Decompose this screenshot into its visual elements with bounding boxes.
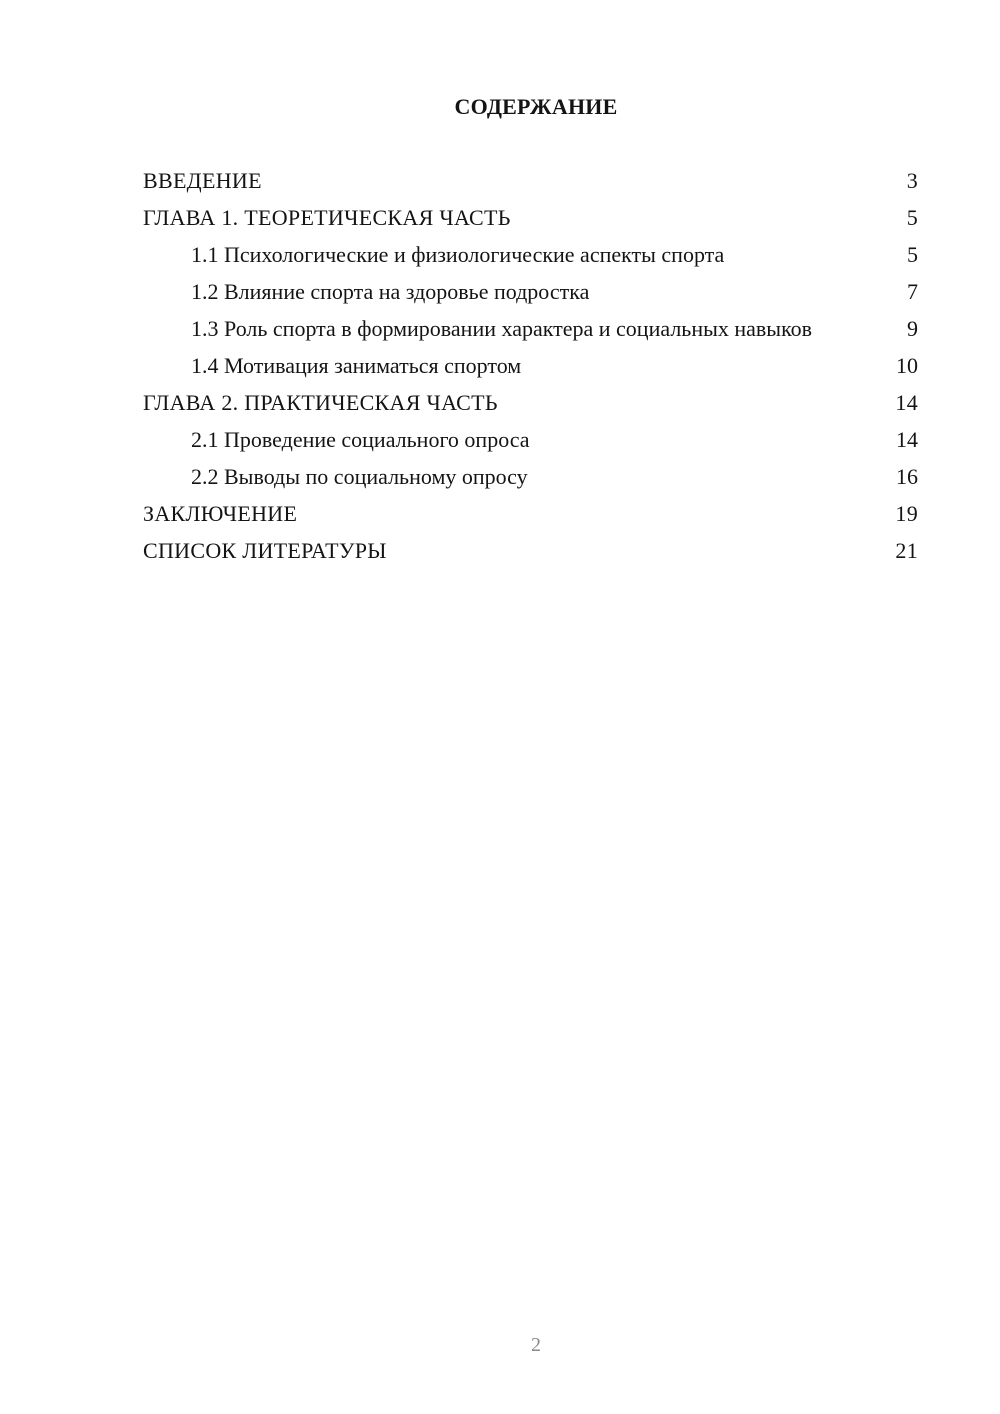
toc-entry-page-number: 3 [906,168,918,193]
page-title: СОДЕРЖАНИЕ [454,94,618,119]
toc-entry-title: ГЛАВА 1. ТЕОРЕТИЧЕСКАЯ ЧАСТЬ [143,205,511,230]
toc-entry-page-number: 5 [906,205,918,230]
toc-entry-title: 1.2 Влияние спорта на здоровье подростка [191,279,590,304]
toc-entry-page-number: 14 [896,427,918,452]
toc-entry-conclusion [143,500,918,527]
toc-entry-title: СПИСОК ЛИТЕРАТУРЫ [143,538,387,563]
table-of-contents [143,167,918,564]
toc-entry-title: 2.1 Проведение социального опроса [191,427,530,452]
toc-entry-chapter-2 [143,389,918,416]
toc-entry-introduction [143,167,918,194]
toc-entry-section-1-4 [143,352,918,379]
toc-entry-title: 1.1 Психологические и физиологические аспекты спорта [191,242,725,267]
toc-entry-title: 2.2 Выводы по социальному опросу [191,464,528,489]
toc-entry-page-number: 21 [895,538,918,563]
toc-entry-page-number: 14 [895,390,918,415]
toc-entry-title: ГЛАВА 2. ПРАКТИЧЕСКАЯ ЧАСТЬ [143,390,498,415]
toc-entry-page-number: 5 [907,242,918,267]
toc-entry-title: ВВЕДЕНИЕ [143,168,262,193]
toc-entry-page-number: 7 [907,279,918,304]
toc-entry-page-number: 9 [907,316,918,341]
toc-entry-title: 1.4 Мотивация заниматься спортом [191,353,522,378]
toc-entry-section-2-1 [143,426,918,453]
toc-entry-title: ЗАКЛЮЧЕНИЕ [143,501,298,526]
toc-entry-chapter-1 [143,204,918,231]
toc-entry-page-number: 10 [896,353,918,378]
toc-entry-section-1-2 [143,278,918,305]
toc-entry-title: 1.3 Роль спорта в формировании характера и социальных навыков [191,316,813,341]
toc-entry-references [143,537,918,564]
page-number: 2 [531,1334,541,1356]
toc-entry-section-1-3 [143,315,918,342]
toc-entry-page-number: 16 [896,464,918,489]
toc-entry-section-1-1 [143,241,918,268]
toc-entry-section-2-2 [143,463,918,490]
toc-entry-page-number: 19 [895,501,918,526]
